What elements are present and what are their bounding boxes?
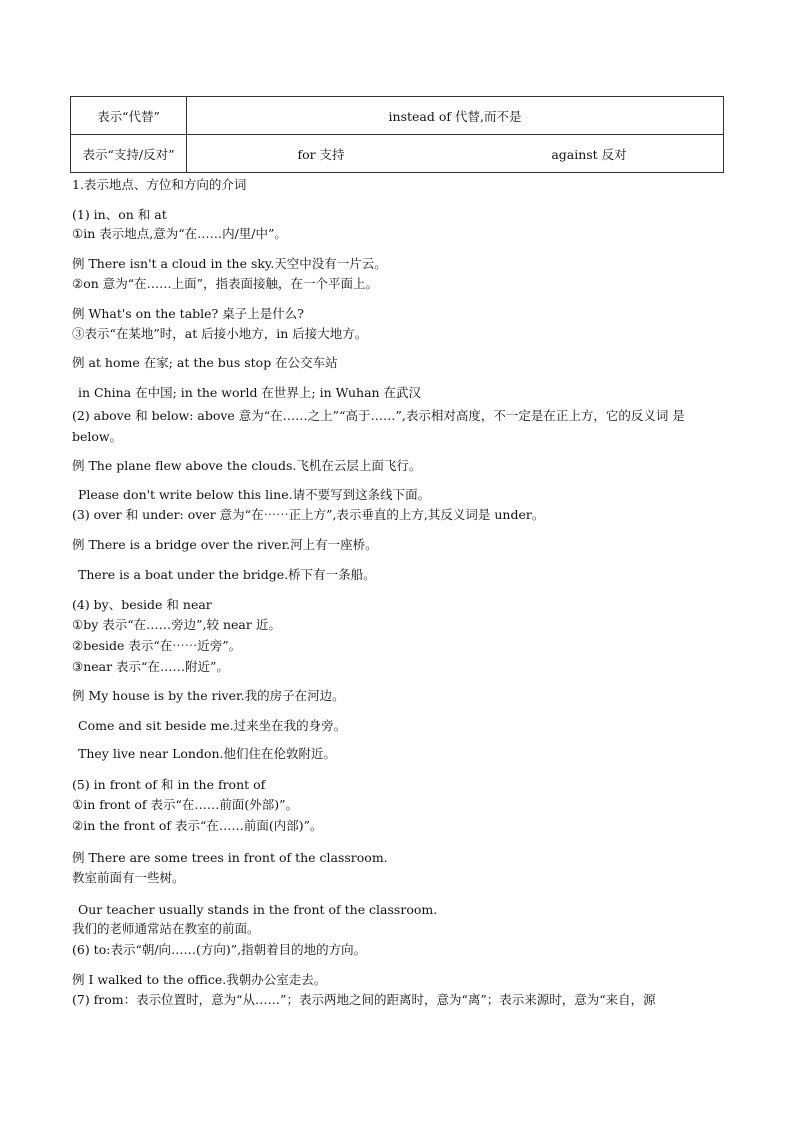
text-line: ②beside 表示“在⋯⋯近旁”。 bbox=[72, 638, 242, 653]
text-line: 例 The plane flew above the clouds.飞机在云层上面飞行。 bbox=[72, 458, 422, 473]
text-line: (5) in front of 和 in the front of bbox=[72, 777, 266, 792]
text-line: ①in front of 表示“在……前面(外部)”。 bbox=[72, 797, 299, 812]
text-line: There is a boat under the bridge.桥下有一条船。 bbox=[78, 567, 376, 582]
text-line: 教室前面有一些树。 bbox=[72, 870, 185, 885]
table-cell-for: for 支持 bbox=[297, 146, 345, 162]
text-line: 例 There isn't a cloud in the sky.天空中没有一片云。 bbox=[72, 256, 387, 271]
text-line: (4) by、beside 和 near bbox=[72, 597, 212, 612]
text-line: (1) in、on 和 at bbox=[72, 207, 167, 222]
table-cell-against: against 反对 bbox=[551, 146, 627, 162]
text-line: (3) over 和 under: over 意为“在⋯⋯正上方”,表示垂直的上方,其反义词是 under。 bbox=[72, 507, 545, 522]
text-line: 例 There are some trees in front of the classroom. bbox=[72, 850, 388, 865]
text-line: ③表示“在某地”时，at 后接小地方，in 后接大地方。 bbox=[72, 326, 368, 341]
text-line: They live near London.他们住在伦敦附近。 bbox=[78, 746, 337, 761]
table-cell bbox=[187, 135, 724, 173]
text-line: 例 What's on the table? 桌子上是什么? bbox=[72, 306, 304, 321]
preposition-table bbox=[70, 96, 724, 173]
table-cell: instead of 代替,而不是 bbox=[187, 97, 724, 135]
text-line: 例 There is a bridge over the river.河上有一座桥。 bbox=[72, 537, 378, 552]
text-line: in China 在中国; in the world 在世界上; in Wuhan 在武汉 bbox=[78, 385, 422, 400]
text-line: ③near 表示“在……附近”。 bbox=[72, 659, 229, 674]
text-line: 例 at home 在家; at the bus stop 在公交车站 bbox=[72, 355, 338, 370]
text-line: Please don't write below this line.请不要写到这条线下面。 bbox=[78, 487, 431, 502]
table-cell-label: 表示“支持/反对” bbox=[71, 135, 187, 173]
text-line: ①in 表示地点,意为“在……内/里/中”。 bbox=[72, 226, 287, 241]
text-line: 我们的老师通常站在教室的前面。 bbox=[72, 921, 260, 936]
text-line: ②on 意为“在……上面”，指表面接触，在一个平面上。 bbox=[72, 276, 379, 291]
text-line: 例 I walked to the office.我朝办公室走去。 bbox=[72, 972, 327, 987]
text-line: 例 My house is by the river.我的房子在河边。 bbox=[72, 688, 345, 703]
text-line: Come and sit beside me.过来坐在我的身旁。 bbox=[78, 718, 347, 733]
table-row bbox=[71, 135, 724, 173]
text-line: (6) to:表示“朝/向……(方向)”,指朝着目的地的方向。 bbox=[72, 942, 367, 957]
table-cell-label: 表示“代替” bbox=[71, 97, 187, 135]
table-row bbox=[71, 97, 724, 135]
text-line: ②in the front of 表示“在……前面(内部)”。 bbox=[72, 818, 323, 833]
text-line: 1.表示地点、方位和方向的介词 bbox=[72, 177, 247, 192]
text-line: ①by 表示“在……旁边”,较 near 近。 bbox=[72, 617, 281, 632]
text-line: Our teacher usually stands in the front of the classroom. bbox=[78, 902, 438, 917]
text-line: (7) from：表示位置时，意为“从……”；表示两地之间的距离时，意为“离”；表示来源时，意为“来自，源 bbox=[72, 992, 656, 1007]
text-line: (2) above 和 below: above 意为“在……之上”“高于……”,表示相对高度，不一定是在正上方，它的反义词 是 below。 bbox=[72, 408, 685, 444]
